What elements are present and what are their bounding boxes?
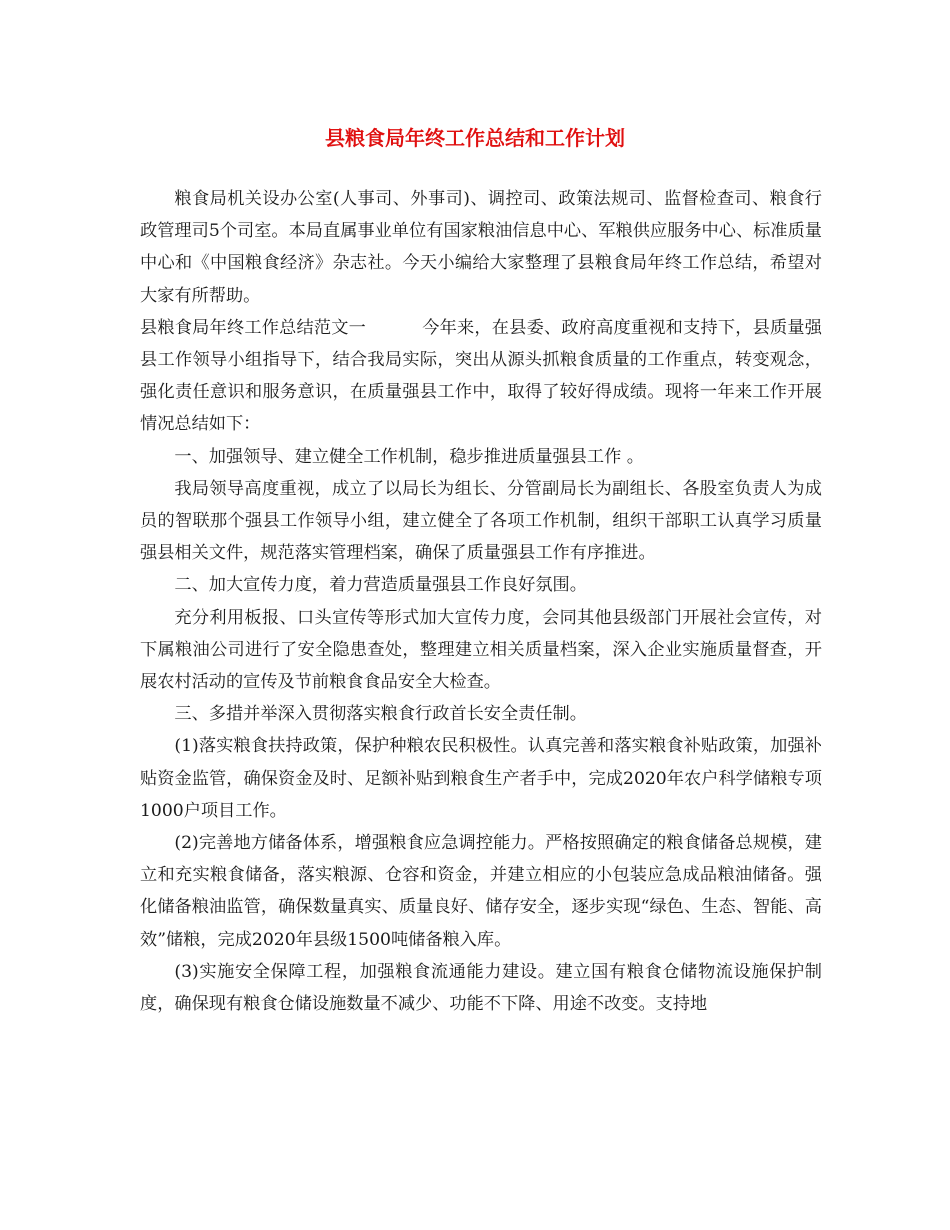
paragraph-item-2: (2)完善地方储备体系，增强粮食应急调控能力。严格按照确定的粮食储备总规模，建立和充实粮食储备，落实粮源、仓容和资金，并建立相应的小包装应急成品粮油储备。强化储备粮油监管，确保数量真实、质量良好、储存安全，逐步实现“绿色、生态、智能、高效”储粮，完成2020年县级1500吨储备粮入库。 bbox=[140, 833, 822, 950]
document-body bbox=[140, 183, 822, 1020]
section-heading-3: 三、多措并举深入贯彻落实粮食行政首长安全责任制。 bbox=[174, 704, 587, 725]
paragraph-item-3: (3)实施安全保障工程，加强粮食流通能力建设。建立国有粮食仓储物流设施保护制度，确保现有粮食仓储设施数量不减少、功能不下降、用途不改变。支持地 bbox=[140, 961, 822, 1015]
sample-heading: 县粮食局年终工作总结范文一 bbox=[140, 317, 367, 338]
section-heading-2: 二、加大宣传力度，着力营造质量强县工作良好氛围。 bbox=[174, 575, 587, 596]
paragraph-intro: 粮食局机关设办公室(人事司、外事司)、调控司、政策法规司、监督检查司、粮食行政管理司5个司室。本局直属事业单位有国家粮油信息中心、军粮供应服务中心、标准质量中心和《中国粮食经济》杂志社。今天小编给大家整理了县粮食局年终工作总结，希望对大家有所帮助。 bbox=[140, 189, 822, 306]
document-title: 县粮食局年终工作总结和工作计划 bbox=[325, 126, 625, 150]
paragraph-section-2: 充分利用板报、口头宣传等形式加大宣传力度，会同其他县级部门开展社会宣传，对下属粮油公司进行了安全隐患查处，整理建立相关质量档案，深入企业实施质量督查，开展农村活动的宣传及节前粮食食品安全大检查。 bbox=[140, 607, 822, 693]
paragraph-section-1: 我局领导高度重视，成立了以局长为组长、分管副局长为副组长、各股室负责人为成员的智联那个强县工作领导小组，建立健全了各项工作机制，组织干部职工认真学习质量强县相关文件，规范落实管理档案，确保了质量强县工作有序推进。 bbox=[140, 478, 822, 564]
sample-text: 今年来，在县委、政府高度重视和支持下，县质量强县工作领导小组指导下，结合我局实际，突出从源头抓粮食质量的工作重点，转变观念，强化责任意识和服务意识，在质量强县工作中，取得了较好得成绩。现将一年来工作开展情况总结如下： bbox=[140, 317, 822, 435]
paragraph-sample-one bbox=[140, 312, 822, 441]
paragraph-item-1: (1)落实粮食扶持政策，保护种粮农民积极性。认真完善和落实粮食补贴政策，加强补贴资金监管，确保资金及时、足额补贴到粮食生产者手中，完成2020年农户科学储粮专项1000户项目工作。 bbox=[140, 736, 822, 821]
section-heading-1: 一、加强领导、建立健全工作机制，稳步推进质量强县工作 。 bbox=[174, 446, 644, 467]
